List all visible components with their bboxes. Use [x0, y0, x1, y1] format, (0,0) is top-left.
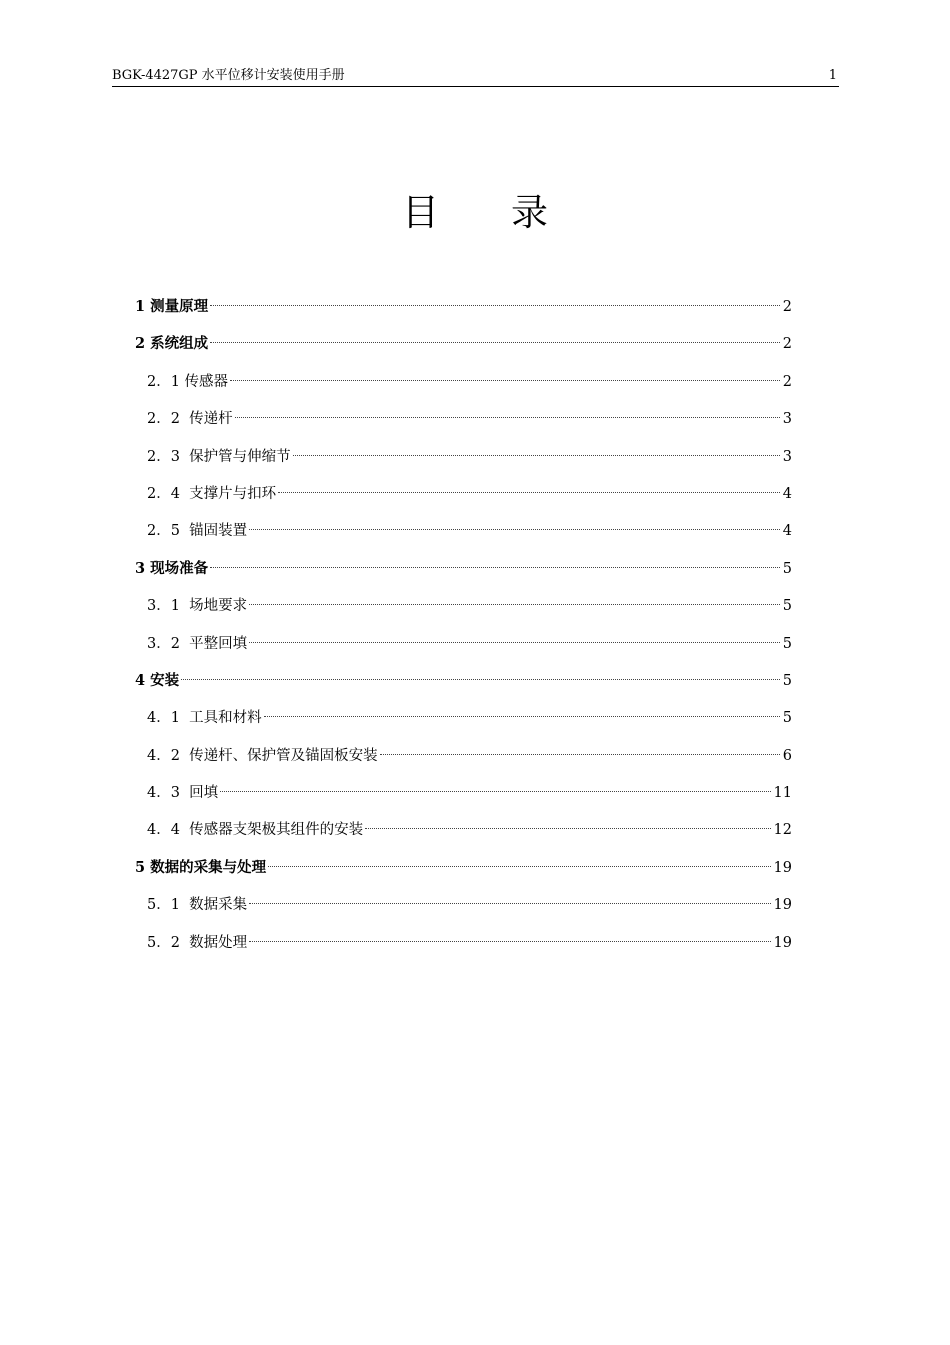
toc-entry-page: 19: [773, 897, 792, 914]
toc-leader-dots: [268, 865, 770, 867]
toc-leader-dots: [210, 566, 780, 568]
toc-entry-label: 3．1 场地要求: [147, 598, 248, 615]
toc-entry[interactable]: [135, 517, 792, 554]
toc-entry-page: 3: [782, 448, 792, 465]
toc-entry-label: 4．3 回填: [147, 785, 219, 802]
toc-entry-label: 2．2 传递杆: [147, 411, 233, 428]
toc-entry-page: 11: [773, 785, 792, 802]
toc-entry-label: 2．1 传感器: [147, 373, 229, 390]
toc-entry-page: 4: [782, 485, 792, 502]
toc-leader-dots: [249, 641, 780, 643]
toc-entry[interactable]: [135, 330, 792, 367]
toc-leader-dots: [249, 940, 770, 942]
toc-entry-label: 2 系统组成: [135, 335, 209, 353]
toc-entry-page: 12: [773, 822, 792, 839]
toc-leader-dots: [181, 678, 780, 680]
toc-entry[interactable]: [135, 293, 792, 330]
toc-title-char-2: 录: [511, 191, 548, 234]
toc-entry[interactable]: [135, 816, 792, 853]
toc-entry-page: 5: [782, 672, 792, 689]
toc-entry[interactable]: [135, 929, 792, 966]
toc-entry-page: 4: [782, 523, 792, 540]
toc-leader-dots: [249, 528, 780, 530]
toc-leader-dots: [278, 491, 780, 493]
toc-leader-dots: [230, 379, 780, 381]
toc-entry-label: 5．2 数据处理: [147, 934, 248, 951]
toc-entry[interactable]: [135, 704, 792, 741]
toc-entry[interactable]: [135, 480, 792, 517]
toc-entry-label: 4．1 工具和材料: [147, 710, 262, 727]
toc-entry-page: 5: [782, 710, 792, 727]
toc-entry[interactable]: [135, 891, 792, 928]
toc-entry-page: 6: [782, 747, 792, 764]
toc-entry-label: 1 测量原理: [135, 298, 209, 315]
page-header: [112, 66, 839, 87]
toc-entry[interactable]: [135, 368, 792, 405]
toc-leader-dots: [220, 790, 770, 792]
toc-entry-page: 3: [782, 411, 792, 428]
toc-leader-dots: [210, 304, 780, 306]
toc-entry[interactable]: [135, 779, 792, 816]
toc-entry-label: 2．4 支撑片与扣环: [147, 485, 277, 502]
toc-entry-page: 19: [773, 859, 792, 876]
header-page-number: 1: [828, 68, 837, 83]
toc-title: [0, 188, 950, 238]
toc-entry-label: 2．5 锚固装置: [147, 523, 248, 540]
toc-entry-page: 5: [782, 598, 792, 615]
toc-entry-page: 19: [773, 934, 792, 951]
toc-leader-dots: [380, 753, 780, 755]
header-title: BGK-4427GP 水平位移计安装使用手册: [112, 68, 345, 83]
toc-entry[interactable]: [135, 667, 792, 704]
toc-entry-page: 2: [782, 336, 792, 353]
toc-entry-page: 2: [782, 299, 792, 315]
toc-entry-label: 4．2 传递杆、保护管及锚固板安装: [147, 747, 378, 764]
toc-entry-page: 2: [782, 373, 792, 390]
toc-entry-label: 5 数据的采集与处理: [135, 858, 267, 876]
toc-leader-dots: [293, 454, 780, 456]
toc-entry[interactable]: [135, 555, 792, 592]
toc-entry-page: 5: [782, 560, 792, 577]
toc-entry-label: 5．1 数据采集: [147, 897, 248, 914]
toc-leader-dots: [365, 827, 770, 829]
toc-entry-page: 5: [782, 635, 792, 652]
toc-entry[interactable]: [135, 854, 792, 891]
toc-entry[interactable]: [135, 742, 792, 779]
toc-entry[interactable]: [135, 443, 792, 480]
toc-leader-dots: [235, 416, 780, 418]
toc-leader-dots: [249, 603, 780, 605]
toc-entry[interactable]: [135, 592, 792, 629]
toc-entry-label: 2．3 保护管与伸缩节: [147, 448, 291, 465]
toc-leader-dots: [249, 902, 770, 904]
toc-leader-dots: [210, 341, 780, 343]
toc-title-char-1: 目: [402, 191, 439, 234]
toc-entry-label: 4 安装: [135, 671, 180, 689]
toc-entry-label: 4．4 传感器支架极其组件的安装: [147, 822, 364, 839]
toc-leader-dots: [264, 715, 780, 717]
toc-entry-label: 3．2 平整回填: [147, 635, 248, 652]
toc-entry-label: 3 现场准备: [135, 559, 209, 577]
table-of-contents: [135, 293, 792, 966]
toc-entry[interactable]: [135, 405, 792, 442]
toc-entry[interactable]: [135, 630, 792, 667]
